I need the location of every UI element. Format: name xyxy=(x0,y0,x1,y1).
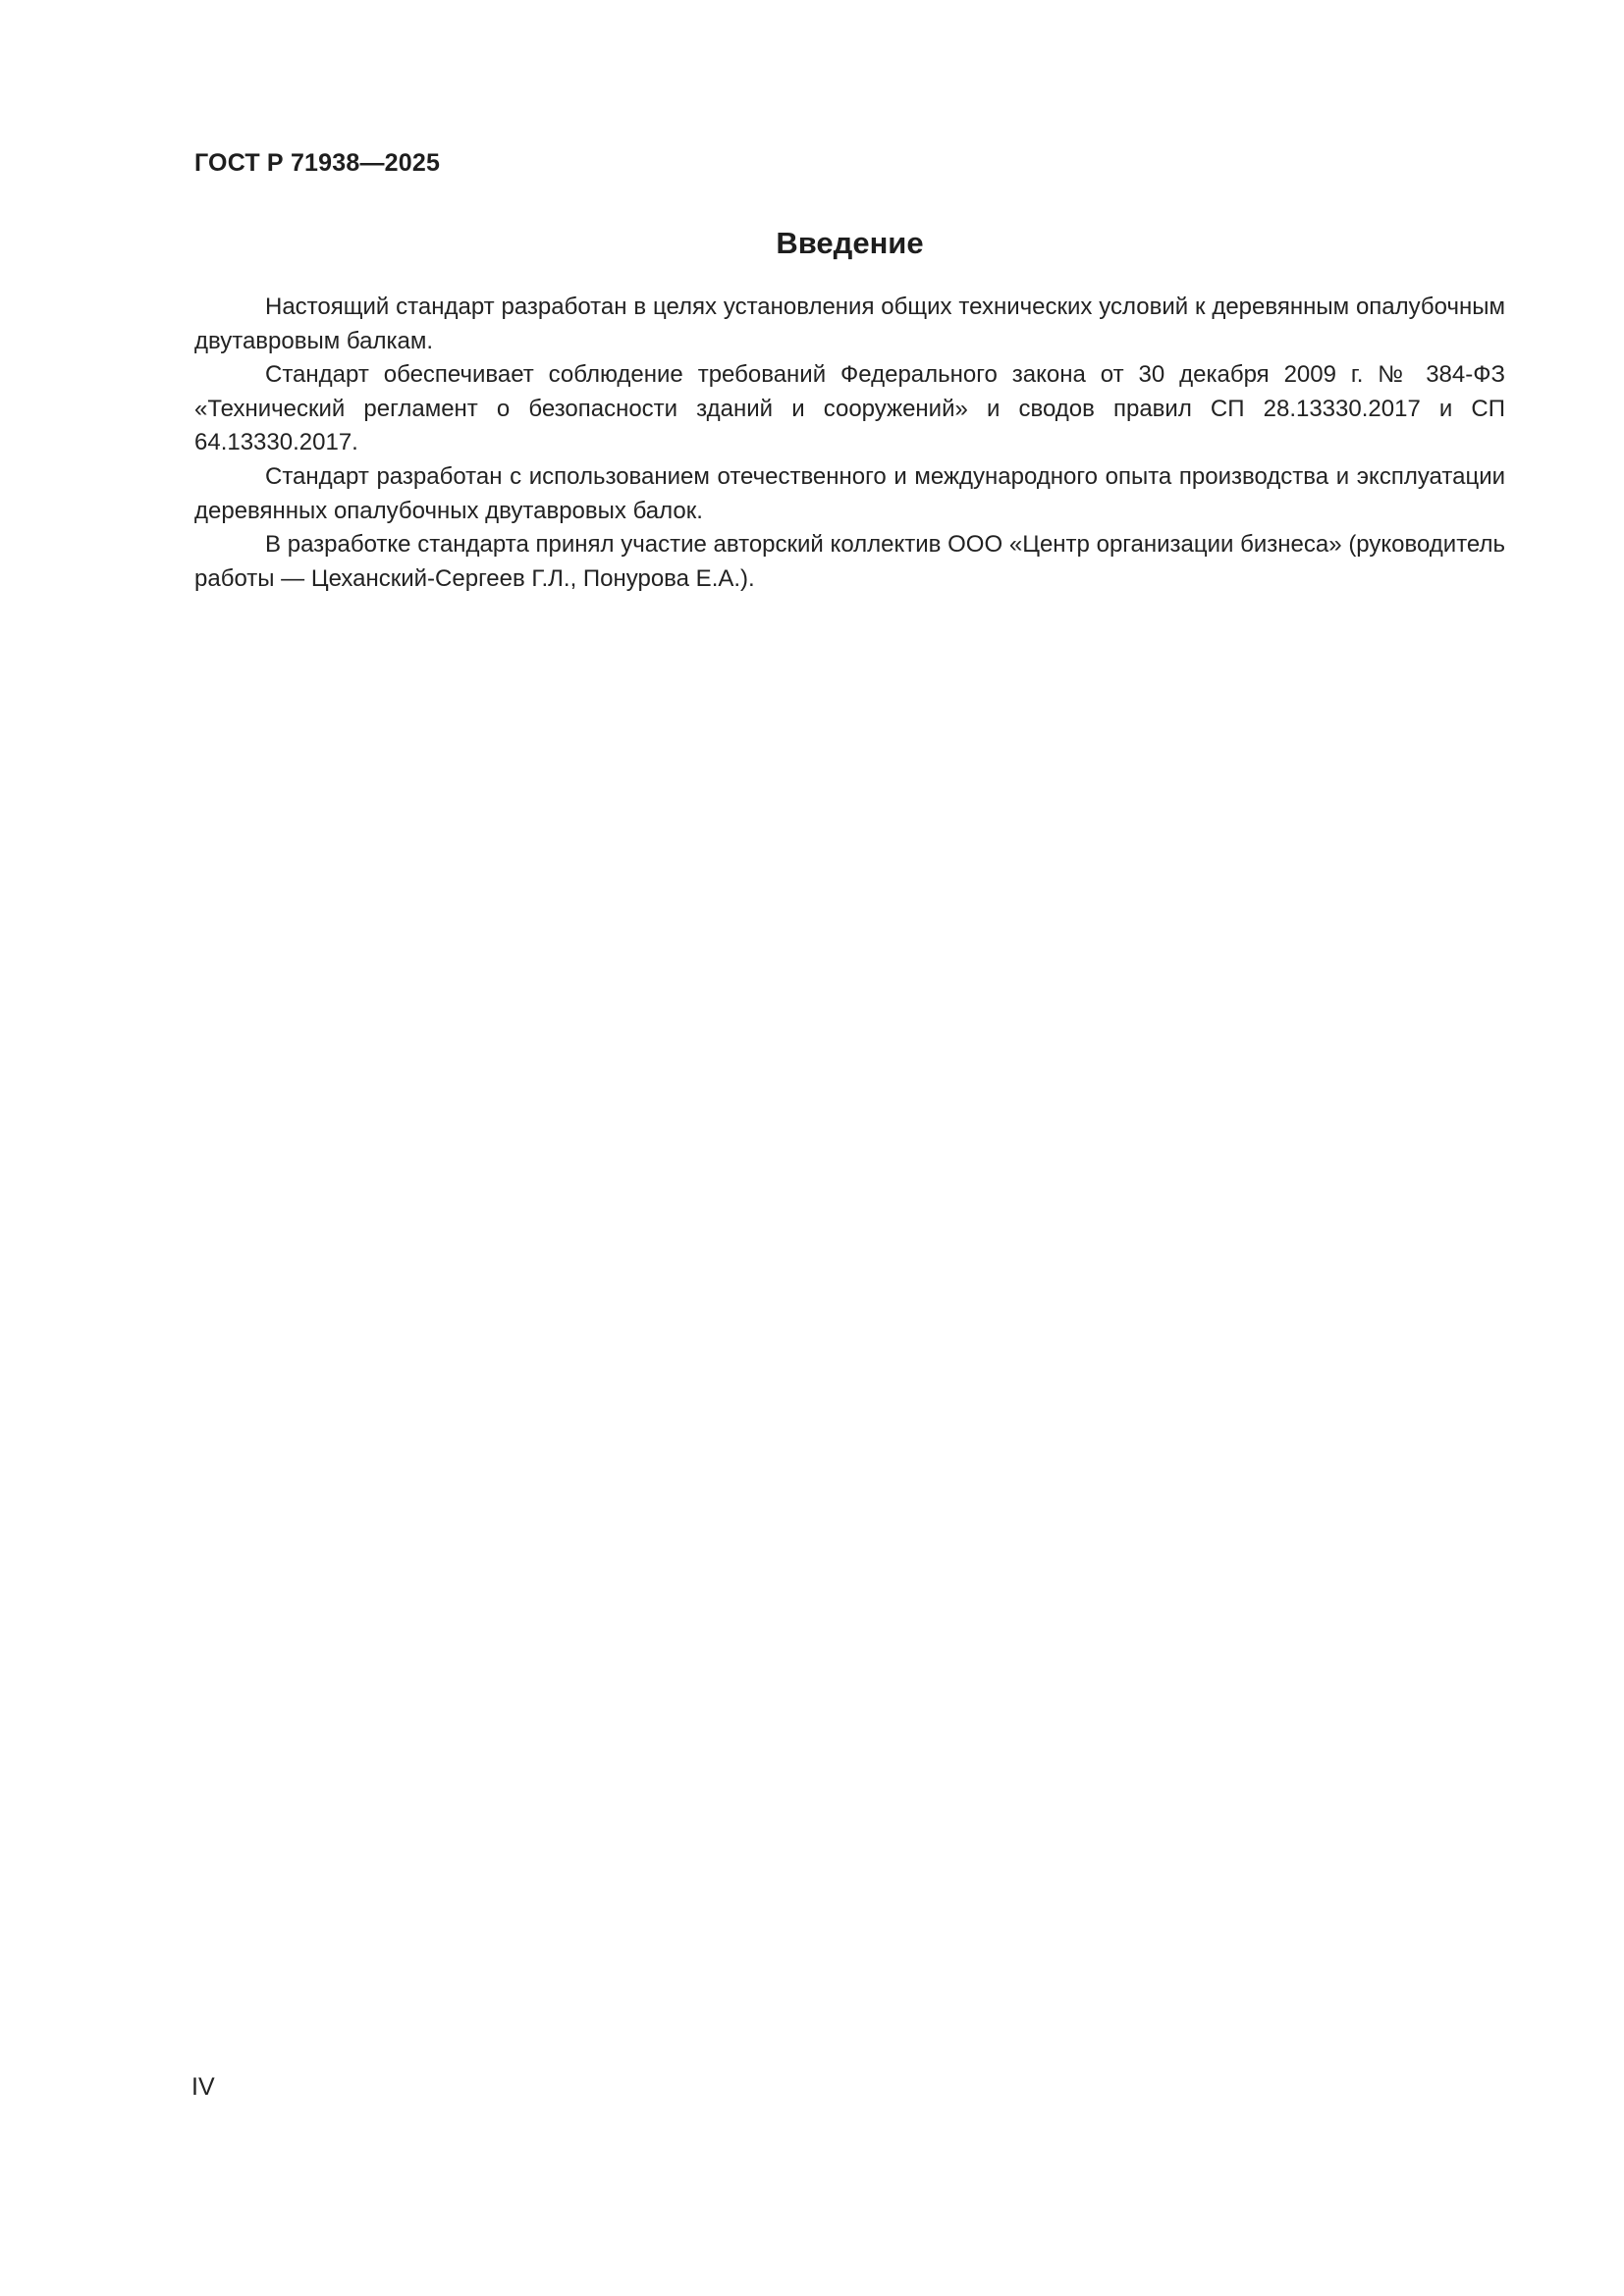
document-code-header: ГОСТ Р 71938—2025 xyxy=(194,149,441,177)
paragraph-compliance: Стандарт обеспечивает соблюдение требований Федерального закона от 30 декабря 2009 г. № 384-ФЗ «Технический регламент о безопасности зданий и сооружений» и сводов правил СП 28.13330.2017 и СП 64.13330.2017. xyxy=(194,361,1505,456)
paragraph-authors: В разработке стандарта принял участие авторский коллектив ООО «Центр организации бизнеса» (руководитель работы — Цеханский-Сергеев Г.Л., Понурова Е.А.). xyxy=(194,531,1505,592)
page-number: IV xyxy=(191,2073,215,2101)
paragraph-experience: Стандарт разработан с использованием отечественного и международного опыта производства и эксплуатации деревянных опалубочных двутавровых балок. xyxy=(194,462,1505,524)
introduction-body xyxy=(194,291,1505,596)
paragraph-purpose: Настоящий стандарт разработан в целях установления общих технических условий к деревянным опалубочным двутавровым балкам. xyxy=(194,294,1505,354)
section-title: Введение xyxy=(776,226,924,260)
